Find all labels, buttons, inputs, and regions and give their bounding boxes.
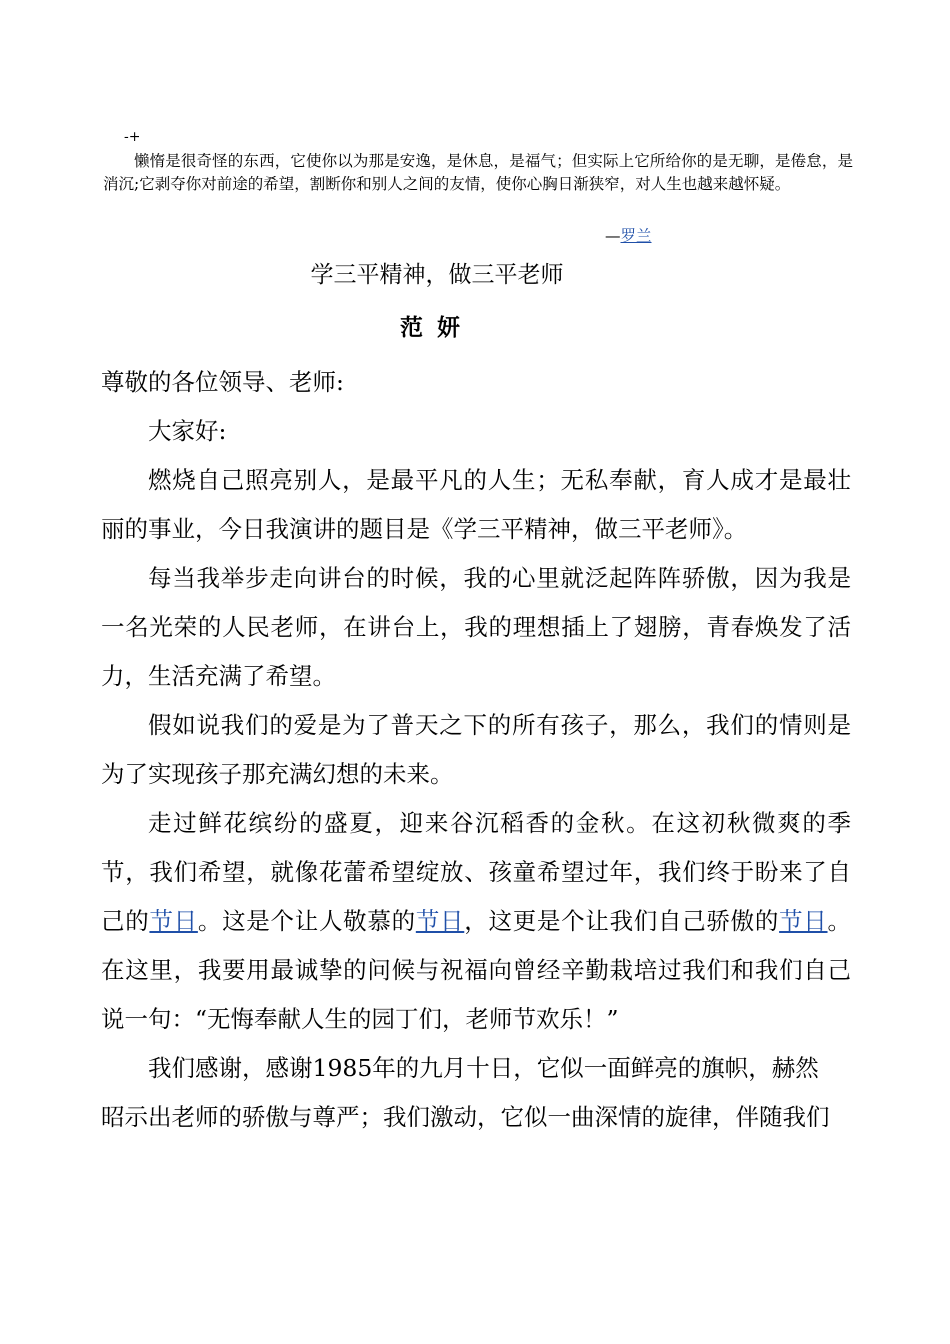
paragraph-thanks-line1: 我们感谢，感谢1985年的九月十日，它似一面鲜亮的旗帜，赫然 <box>148 1054 819 1082</box>
paragraph-thanks-line2: 昭示出老师的骄傲与尊严；我们激动，它似一曲深情的旋律，伴随我们 <box>101 1103 830 1131</box>
speech-title: 学三平精神，做三平老师 <box>310 262 564 288</box>
speech-body <box>101 358 851 1142</box>
greeting: 大家好: <box>148 417 227 445</box>
festival-link-3[interactable]: 节日 <box>779 907 828 935</box>
attribution-dash: — <box>605 227 621 245</box>
page-marker: -+ <box>124 129 141 145</box>
speech-author: 范妍 <box>400 315 474 341</box>
epigraph-quote <box>103 150 853 196</box>
paragraph-festival <box>101 799 851 1044</box>
festival-link-2[interactable]: 节日 <box>415 907 465 935</box>
festival-text-2: 。这是个让人敬慕的 <box>197 907 416 935</box>
festival-text-4: 。在这里，我要用最诚挚的问候与祝福向曾经辛勤栽培过我们和我们自己说一句：“无悔奉献人生的园丁们，老师节欢乐！” <box>101 907 852 1033</box>
festival-text-1: 走过鲜花缤纷的盛夏，迎来谷沉稻香的金秋。在这初秋微爽的季节，我们希望，就像花蕾希望绽放、孩童希望过年，我们终于盼来了自己的 <box>101 809 851 935</box>
festival-link-1[interactable]: 节日 <box>149 907 198 935</box>
epigraph-text: 懒惰是很奇怪的东西，它使你以为那是安逸，是休息，是福气；但实际上它所给你的是无聊，是倦怠，是消沉;它剥夺你对前途的希望，割断你和别人之间的友情，使你心胸日渐狭窄，对人生也越来越怀疑。 <box>103 152 853 193</box>
attribution-author-link[interactable]: 罗兰 <box>620 227 652 245</box>
paragraph-podium: 每当我举步走向讲台的时候，我的心里就泛起阵阵骄傲，因为我是一名光荣的人民老师，在讲台上，我的理想插上了翅膀，青春焕发了活力，生活充满了希望。 <box>101 564 851 690</box>
epigraph-attribution <box>605 225 652 247</box>
festival-text-3: ，这更是个让我们自己骄傲的 <box>464 907 780 935</box>
salutation: 尊敬的各位领导、老师: <box>101 368 344 396</box>
paragraph-opening: 燃烧自己照亮别人，是最平凡的人生；无私奉献，育人成才是最壮丽的事业，今日我演讲的题目是《学三平精神，做三平老师》。 <box>101 466 851 543</box>
paragraph-love: 假如说我们的爱是为了普天之下的所有孩子，那么，我们的情则是为了实现孩子那充满幻想的未来。 <box>101 711 851 788</box>
